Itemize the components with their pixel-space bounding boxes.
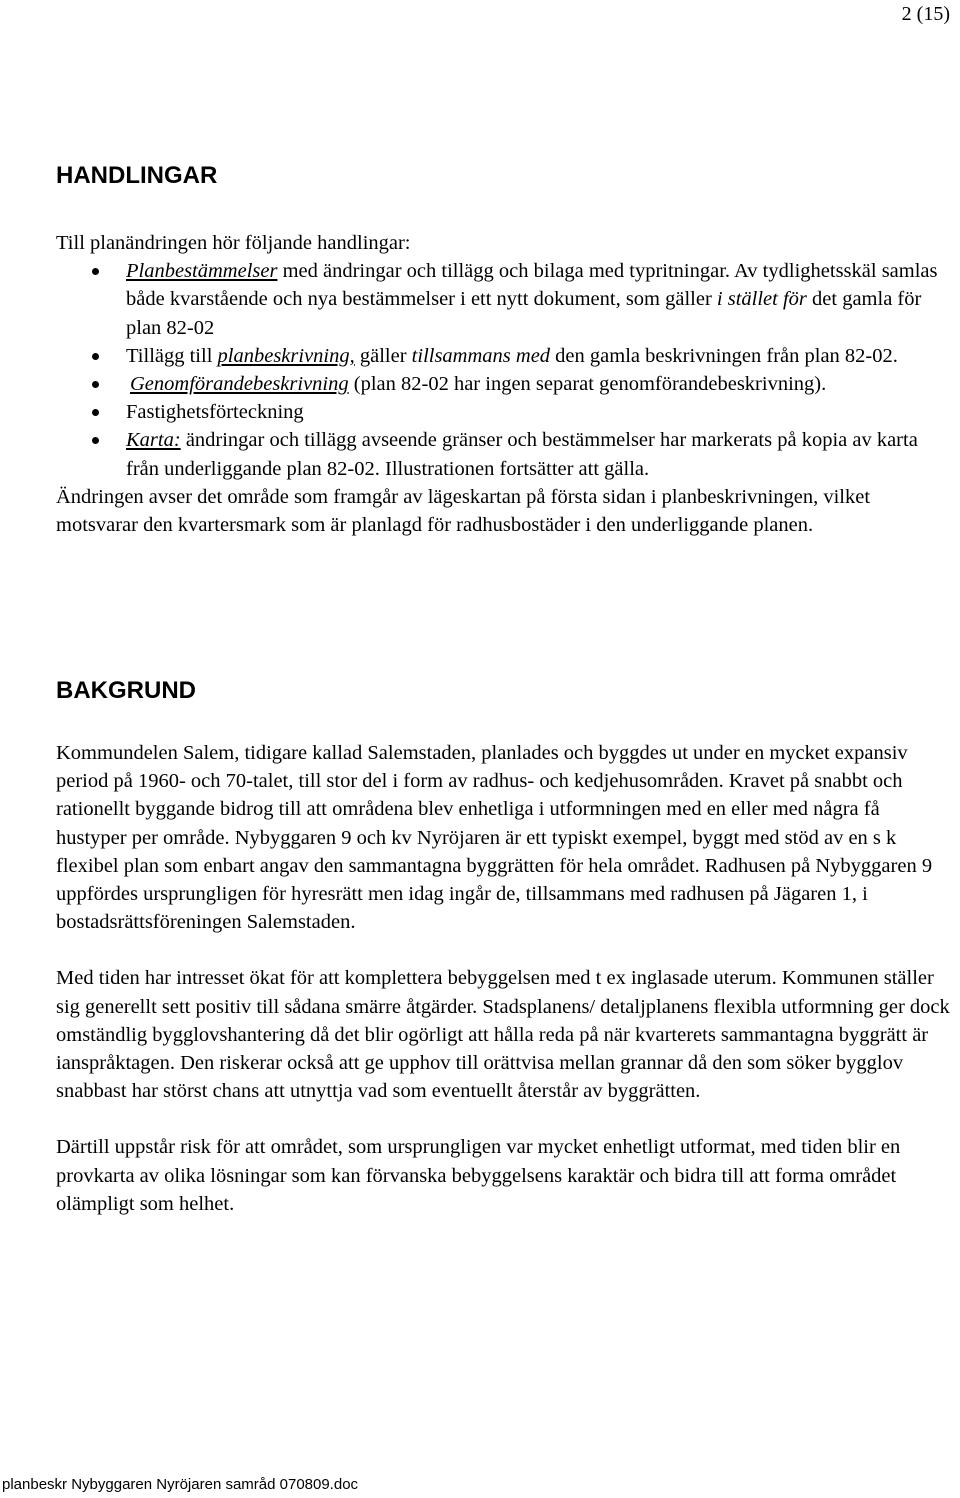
list-item-text: med ändringar och tillägg och bilaga med typritningar. Av tydlighetsskäl samlas både kvarstående och nya bestämmelser i ett nytt dokument, som gäller bbox=[126, 260, 938, 311]
document-name: Karta: bbox=[126, 429, 181, 452]
handlingar-summary: Ändringen avser det område som framgår av lägeskartan på första sidan i planbeskrivningen, vilket motsvarar den kvartersmark som är planlagd för radhusbostäder i den underliggande planen. bbox=[56, 485, 871, 537]
emphasis-text: tillsammans med bbox=[411, 344, 551, 367]
document-list bbox=[56, 257, 951, 483]
list-item-text: gäller bbox=[354, 344, 412, 367]
handlingar-section bbox=[56, 229, 951, 539]
list-item-text: den gamla beskrivningen från plan 82-02. bbox=[550, 344, 898, 367]
handlingar-intro: Till planändringen hör följande handlingar: bbox=[56, 232, 411, 254]
list-item bbox=[56, 370, 951, 398]
list-item bbox=[56, 398, 951, 426]
document-name: planbeskrivning, bbox=[217, 344, 355, 367]
list-item-text: det gamla för plan 82-02 bbox=[126, 288, 922, 339]
document-name: Planbestämmelser bbox=[126, 260, 278, 283]
bullet-icon bbox=[92, 409, 99, 416]
paragraph: Kommundelen Salem, tidigare kallad Salemstaden, planlades och byggdes ut under en mycket expansiv period på 1960- och 70-talet, till stor del i form av radhus- och kedjehusområden. Kravet på snabbt och rationellt byggande bidrog till att områdena blev enhetliga i utformningen med en eller med några få hustyper per område. Nybyggaren 9 och kv Nyröjaren är ett typiskt exempel, byggt med stöd av en s k flexibel plan som enbart angav den sammantagna byggrätten för hela området. Radhusen på Nybyggaren 9 uppfördes ursprungligen för hyresrätt men idag ingår de, tillsammans med radhusen på Jägaren 1, i bostadsrättsföreningen Salemstaden. bbox=[56, 742, 933, 934]
emphasis-text: i stället för bbox=[716, 288, 807, 311]
bullet-icon bbox=[92, 381, 99, 388]
page-number: 2 (15) bbox=[901, 3, 950, 25]
list-item-text: (plan 82-02 har ingen separat genomförandebeskrivning). bbox=[348, 373, 827, 396]
list-item bbox=[56, 426, 951, 482]
paragraph: Med tiden har intresset ökat för att komplettera bebyggelsen med t ex inglasade uterum. Kommunen ställer sig generellt sett positiv till sådana smärre åtgärder. Stadsplanens/ detaljplanens flexibla utformning ger dock omständlig bygglovshantering då det blir ogörligt att hålla reda på när kvarterets sammantagna byggrätt är ianspråktagen. Den riskerar också att ge upphov till orättvisa mellan grannar då den som söker bygglov snabbast har störst chans att utnyttja vad som eventuellt återstår av byggrätten. bbox=[56, 967, 950, 1103]
paragraph: Därtill uppstår risk för att området, som ursprungligen var mycket enhetligt utformat, med tiden blir en provkarta av olika lösningar som kan förvanska bebyggelsens karaktär och bidra till att forma området olämpligt som helhet. bbox=[56, 1136, 901, 1215]
bullet-icon bbox=[92, 437, 99, 444]
list-item bbox=[56, 342, 951, 370]
bullet-icon bbox=[92, 268, 99, 275]
list-item-text: Fastighetsförteckning bbox=[126, 401, 304, 424]
bullet-icon bbox=[92, 353, 99, 360]
footer-filename: planbeskr Nybyggaren Nyröjaren samråd 070809.doc bbox=[2, 1476, 359, 1493]
list-item-text: ändringar och tillägg avseende gränser och bestämmelser har markerats på kopia av karta från underliggande plan 82-02. Illustrationen fortsätter att gälla. bbox=[126, 429, 918, 480]
bakgrund-section bbox=[56, 739, 951, 1218]
section-heading-handlingar: HANDLINGAR bbox=[56, 162, 218, 189]
document-name: Genomförandebeskrivning bbox=[130, 373, 349, 396]
section-heading-bakgrund: BAKGRUND bbox=[56, 677, 196, 704]
list-item-text: Tillägg till bbox=[126, 344, 218, 367]
list-item bbox=[56, 257, 951, 342]
